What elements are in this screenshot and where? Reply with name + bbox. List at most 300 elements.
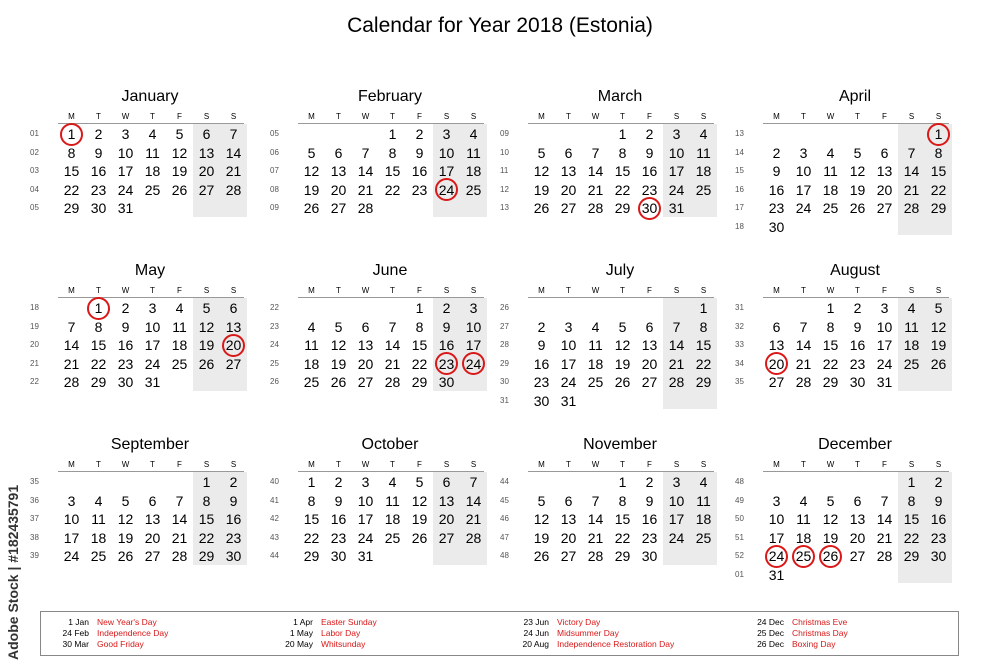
day-cell: 18 bbox=[303, 355, 320, 372]
day-cell: 24 bbox=[795, 200, 812, 216]
day-cell: 17 bbox=[63, 529, 80, 546]
day-cell: 11 bbox=[796, 511, 811, 527]
day-cell: 4 bbox=[699, 126, 708, 142]
holiday-circle bbox=[435, 178, 458, 201]
weekday-label: S bbox=[935, 286, 942, 295]
day-cell: 19 bbox=[849, 181, 866, 198]
day-cell: 14 bbox=[876, 511, 893, 527]
weekday-label: T bbox=[801, 286, 806, 295]
holiday-circle bbox=[765, 545, 788, 568]
weekday-label: T bbox=[390, 460, 395, 469]
week-number: 01 bbox=[30, 129, 39, 138]
weekday-label: W bbox=[121, 112, 130, 121]
day-cell: 14 bbox=[465, 492, 482, 509]
week-number: 31 bbox=[735, 303, 744, 312]
weekday-label: M bbox=[773, 112, 780, 121]
holiday-circle bbox=[765, 352, 788, 375]
day-cell: 24 bbox=[144, 355, 161, 372]
holiday-date: 30 Mar bbox=[62, 639, 89, 649]
day-cell: 22 bbox=[198, 529, 215, 546]
week-number: 07 bbox=[270, 166, 279, 175]
holiday-row bbox=[511, 628, 674, 639]
holiday-day: 20 bbox=[769, 355, 785, 373]
day-cell: 30 bbox=[330, 548, 347, 564]
month-march bbox=[500, 88, 710, 248]
holiday-name: Independence Restoration Day bbox=[557, 639, 675, 649]
weekday-label: F bbox=[417, 460, 422, 469]
day-cell: 16 bbox=[90, 163, 107, 179]
day-cell bbox=[460, 355, 487, 373]
holiday-name: Independence Day bbox=[97, 628, 169, 638]
weekday-label: S bbox=[700, 460, 707, 469]
weekday-label: S bbox=[230, 112, 237, 121]
day-cell: 6 bbox=[361, 318, 370, 335]
day-cell: 3 bbox=[442, 126, 451, 142]
holiday-name: Labor Day bbox=[321, 628, 361, 638]
day-cell: 15 bbox=[90, 337, 107, 353]
week-number: 33 bbox=[735, 340, 744, 349]
weekday-label: W bbox=[826, 286, 835, 295]
day-cell: 26 bbox=[303, 200, 320, 216]
holiday-date: 23 Jun bbox=[523, 617, 549, 627]
week-number: 28 bbox=[500, 340, 509, 349]
week-number: 48 bbox=[735, 477, 744, 486]
day-cell: 4 bbox=[591, 318, 600, 335]
month-august bbox=[735, 262, 945, 422]
day-cell: 7 bbox=[672, 318, 681, 335]
day-cell: 2 bbox=[537, 318, 546, 335]
day-cell bbox=[85, 299, 112, 317]
day-cell: 6 bbox=[148, 492, 157, 509]
day-cell: 3 bbox=[799, 144, 808, 161]
week-number: 46 bbox=[500, 514, 509, 523]
weekday-label: T bbox=[336, 460, 341, 469]
day-cell: 20 bbox=[560, 181, 577, 198]
day-cell: 1 bbox=[699, 300, 708, 316]
day-cell: 12 bbox=[411, 492, 428, 509]
day-cell: 10 bbox=[768, 511, 785, 527]
day-cell: 3 bbox=[121, 126, 130, 142]
day-cell: 29 bbox=[198, 548, 215, 564]
weekday-label: F bbox=[647, 112, 652, 121]
weekday-label: T bbox=[855, 112, 860, 121]
weekday-label: W bbox=[361, 460, 370, 469]
week-number: 35 bbox=[735, 377, 744, 386]
week-number: 20 bbox=[30, 340, 39, 349]
holiday-day: 20 bbox=[226, 336, 242, 354]
weekday-label: S bbox=[203, 286, 210, 295]
day-cell: 11 bbox=[145, 144, 160, 161]
week-number: 22 bbox=[30, 377, 39, 386]
weekday-label: W bbox=[591, 286, 600, 295]
day-cell: 12 bbox=[533, 511, 550, 527]
day-cell: 4 bbox=[307, 318, 316, 335]
day-cell: 27 bbox=[438, 529, 455, 546]
day-cell: 17 bbox=[144, 337, 161, 353]
day-cell: 16 bbox=[411, 163, 428, 179]
day-cell: 29 bbox=[695, 374, 712, 390]
day-cell: 23 bbox=[768, 200, 785, 216]
day-cell: 5 bbox=[307, 144, 316, 161]
day-cell: 2 bbox=[853, 300, 862, 316]
day-cell: 24 bbox=[560, 374, 577, 390]
weekday-label: T bbox=[566, 286, 571, 295]
day-cell: 18 bbox=[822, 181, 839, 198]
day-cell: 3 bbox=[361, 474, 370, 490]
day-cell: 2 bbox=[229, 474, 238, 490]
day-cell: 4 bbox=[388, 474, 397, 490]
day-cell: 13 bbox=[560, 511, 577, 527]
day-cell: 30 bbox=[438, 374, 455, 390]
week-number: 32 bbox=[735, 321, 744, 331]
day-cell: 23 bbox=[117, 355, 134, 372]
weekday-label: T bbox=[566, 112, 571, 121]
month-name: March bbox=[597, 88, 643, 105]
holiday-day: 24 bbox=[466, 355, 482, 373]
weekday-label: T bbox=[801, 112, 806, 121]
day-cell: 22 bbox=[903, 529, 920, 546]
weekday-label: S bbox=[700, 112, 707, 121]
day-cell: 13 bbox=[438, 492, 455, 509]
day-cell: 21 bbox=[668, 355, 685, 372]
weekday-label: S bbox=[230, 460, 237, 469]
week-number: 52 bbox=[735, 551, 744, 560]
day-cell: 29 bbox=[90, 374, 107, 390]
day-cell: 1 bbox=[907, 474, 916, 490]
day-cell: 27 bbox=[641, 374, 658, 390]
day-cell: 2 bbox=[645, 474, 654, 490]
day-cell: 2 bbox=[334, 474, 343, 490]
day-cell: 27 bbox=[198, 181, 215, 198]
holiday-circle bbox=[87, 297, 110, 320]
day-cell: 2 bbox=[645, 126, 654, 142]
week-number: 48 bbox=[500, 551, 509, 560]
day-cell: 17 bbox=[560, 355, 577, 372]
week-number: 36 bbox=[30, 495, 39, 505]
holiday-column bbox=[51, 617, 168, 650]
holiday-day: 1 bbox=[68, 125, 76, 143]
day-cell bbox=[763, 355, 790, 373]
day-cell: 23 bbox=[90, 181, 107, 198]
day-cell: 12 bbox=[117, 511, 134, 527]
day-cell: 15 bbox=[695, 337, 712, 353]
weekday-label: T bbox=[620, 460, 625, 469]
weekday-label: W bbox=[591, 112, 600, 121]
day-cell: 5 bbox=[415, 474, 424, 490]
weekday-label: S bbox=[470, 112, 477, 121]
day-cell: 9 bbox=[645, 492, 654, 509]
weekday-label: T bbox=[336, 112, 341, 121]
day-cell: 27 bbox=[849, 548, 866, 564]
weekday-label: T bbox=[620, 286, 625, 295]
day-cell: 1 bbox=[388, 126, 397, 142]
day-cell: 19 bbox=[117, 529, 134, 546]
day-cell: 16 bbox=[641, 511, 658, 527]
day-cell: 26 bbox=[171, 181, 188, 198]
weekday-label: F bbox=[177, 460, 182, 469]
day-cell: 8 bbox=[307, 492, 316, 509]
day-cell: 12 bbox=[822, 511, 839, 527]
holiday-circle bbox=[638, 197, 661, 220]
month-december bbox=[735, 436, 945, 596]
day-cell: 16 bbox=[533, 355, 550, 372]
day-cell: 10 bbox=[560, 337, 577, 353]
day-cell: 4 bbox=[826, 144, 835, 161]
day-cell: 16 bbox=[225, 511, 242, 527]
day-cell: 12 bbox=[330, 337, 347, 353]
weekday-label: F bbox=[647, 286, 652, 295]
month-name: November bbox=[583, 436, 657, 453]
day-cell: 14 bbox=[903, 163, 920, 179]
holiday-row bbox=[51, 639, 168, 650]
weekday-label: F bbox=[177, 286, 182, 295]
weekday-label: S bbox=[908, 112, 915, 121]
day-cell: 1 bbox=[826, 300, 835, 316]
day-cell: 8 bbox=[67, 144, 76, 161]
week-number: 31 bbox=[500, 395, 509, 405]
month-september bbox=[30, 436, 240, 596]
day-cell: 7 bbox=[799, 318, 808, 335]
week-number: 45 bbox=[500, 495, 509, 505]
day-cell: 3 bbox=[880, 300, 889, 316]
day-cell: 27 bbox=[560, 548, 577, 564]
day-cell: 16 bbox=[117, 337, 134, 353]
day-cell bbox=[763, 547, 790, 565]
day-cell: 14 bbox=[384, 337, 401, 353]
holiday-day: 25 bbox=[796, 547, 812, 565]
day-cell: 12 bbox=[198, 318, 215, 335]
holiday-date: 20 May bbox=[285, 639, 313, 649]
week-number: 26 bbox=[270, 377, 279, 386]
day-cell: 10 bbox=[438, 144, 455, 161]
day-cell: 4 bbox=[469, 126, 478, 142]
day-cell: 6 bbox=[334, 144, 343, 161]
day-cell: 5 bbox=[934, 300, 943, 316]
day-cell: 16 bbox=[768, 181, 785, 198]
holiday-column bbox=[511, 617, 674, 650]
day-cell: 1 bbox=[307, 474, 316, 490]
day-cell: 3 bbox=[772, 492, 781, 509]
holiday-date: 20 Aug bbox=[522, 639, 549, 649]
day-cell: 2 bbox=[94, 126, 103, 142]
day-cell: 22 bbox=[822, 355, 839, 372]
day-cell: 27 bbox=[768, 374, 785, 390]
week-number: 35 bbox=[30, 477, 39, 486]
day-cell: 12 bbox=[930, 318, 947, 335]
day-cell: 14 bbox=[587, 163, 604, 179]
weekday-label: S bbox=[908, 460, 915, 469]
holiday-column bbox=[746, 617, 848, 650]
week-number: 38 bbox=[30, 532, 39, 542]
day-cell: 19 bbox=[533, 181, 550, 198]
day-cell: 10 bbox=[465, 318, 482, 335]
holiday-date: 24 Dec bbox=[757, 617, 784, 627]
day-cell: 10 bbox=[117, 144, 134, 161]
day-cell: 19 bbox=[930, 337, 947, 353]
month-name: February bbox=[357, 88, 423, 105]
day-cell: 22 bbox=[614, 529, 631, 546]
week-number: 03 bbox=[30, 166, 39, 175]
holiday-row bbox=[511, 617, 674, 628]
day-cell: 6 bbox=[645, 318, 654, 335]
day-cell: 23 bbox=[641, 181, 658, 198]
day-cell bbox=[433, 355, 460, 373]
day-cell: 16 bbox=[438, 337, 455, 353]
weekday-label: M bbox=[538, 286, 545, 295]
day-cell: 5 bbox=[537, 492, 546, 509]
day-cell: 15 bbox=[384, 163, 401, 179]
holiday-row bbox=[746, 628, 848, 639]
day-cell: 6 bbox=[229, 300, 238, 316]
day-cell: 23 bbox=[411, 181, 428, 198]
day-cell: 21 bbox=[384, 355, 401, 372]
weekday-label: T bbox=[150, 286, 155, 295]
month-june bbox=[270, 262, 480, 422]
day-cell: 1 bbox=[415, 300, 424, 316]
weekday-label: S bbox=[700, 286, 707, 295]
week-number: 15 bbox=[735, 166, 744, 175]
day-cell: 21 bbox=[587, 181, 604, 198]
day-cell: 11 bbox=[304, 337, 319, 353]
holiday-legend bbox=[40, 611, 959, 656]
watermark-text: Adobe Stock | #182435791 bbox=[5, 484, 21, 660]
day-cell: 25 bbox=[90, 548, 107, 564]
holiday-date: 1 Jan bbox=[68, 617, 89, 627]
holiday-name: Easter Sunday bbox=[321, 617, 377, 627]
weekday-label: S bbox=[230, 286, 237, 295]
stock-watermark bbox=[3, 440, 23, 660]
day-cell: 28 bbox=[587, 548, 604, 564]
day-cell: 29 bbox=[903, 548, 920, 564]
day-cell: 17 bbox=[117, 163, 134, 179]
day-cell: 27 bbox=[330, 200, 347, 216]
week-number: 42 bbox=[270, 514, 279, 523]
day-cell: 8 bbox=[415, 318, 424, 335]
holiday-name: Victory Day bbox=[557, 617, 601, 627]
weekday-label: S bbox=[673, 286, 680, 295]
weekday-label: T bbox=[150, 460, 155, 469]
day-cell: 19 bbox=[330, 355, 347, 372]
holiday-name: Whitsunday bbox=[321, 639, 366, 649]
day-cell: 11 bbox=[696, 492, 711, 509]
day-cell: 12 bbox=[614, 337, 631, 353]
day-cell: 11 bbox=[91, 511, 106, 527]
day-cell: 14 bbox=[795, 337, 812, 353]
day-cell: 11 bbox=[466, 144, 481, 161]
day-cell: 5 bbox=[121, 492, 130, 509]
day-cell: 16 bbox=[930, 511, 947, 527]
month-name: October bbox=[361, 436, 419, 453]
day-cell: 25 bbox=[465, 181, 482, 198]
day-cell: 31 bbox=[560, 392, 577, 409]
day-cell: 30 bbox=[768, 218, 785, 235]
day-cell: 8 bbox=[618, 144, 627, 161]
day-cell: 25 bbox=[171, 355, 188, 372]
weekday-label: T bbox=[150, 112, 155, 121]
week-number: 23 bbox=[270, 321, 279, 331]
holiday-circle bbox=[792, 545, 815, 568]
weekday-label: M bbox=[308, 112, 315, 121]
weekday-label: S bbox=[908, 286, 915, 295]
day-cell: 10 bbox=[668, 492, 685, 509]
month-november bbox=[500, 436, 710, 596]
day-cell: 9 bbox=[442, 318, 451, 335]
day-cell: 17 bbox=[668, 511, 685, 527]
day-cell: 18 bbox=[144, 163, 161, 179]
day-cell: 13 bbox=[876, 163, 893, 179]
day-cell: 13 bbox=[768, 337, 785, 353]
week-number: 08 bbox=[270, 184, 279, 194]
day-cell: 1 bbox=[618, 126, 627, 142]
month-october bbox=[270, 436, 480, 596]
day-cell: 8 bbox=[699, 318, 708, 335]
day-cell: 5 bbox=[202, 300, 211, 316]
day-cell: 24 bbox=[63, 548, 80, 564]
day-cell: 2 bbox=[934, 474, 943, 490]
weekday-label: T bbox=[855, 286, 860, 295]
day-cell: 7 bbox=[229, 126, 238, 142]
day-cell: 28 bbox=[465, 529, 482, 546]
holiday-day: 1 bbox=[935, 125, 943, 143]
day-cell: 13 bbox=[560, 163, 577, 179]
day-cell: 22 bbox=[411, 355, 428, 372]
day-cell: 26 bbox=[533, 200, 550, 216]
day-cell: 14 bbox=[225, 144, 242, 161]
weekday-label: M bbox=[773, 460, 780, 469]
day-cell: 14 bbox=[668, 337, 685, 353]
day-cell: 24 bbox=[668, 529, 685, 546]
day-cell: 18 bbox=[587, 355, 604, 372]
day-cell: 5 bbox=[334, 318, 343, 335]
day-cell: 18 bbox=[695, 511, 712, 527]
day-cell: 7 bbox=[175, 492, 184, 509]
week-number: 13 bbox=[735, 129, 744, 138]
holiday-circle bbox=[927, 123, 950, 146]
weekday-label: W bbox=[826, 460, 835, 469]
day-cell: 21 bbox=[225, 163, 242, 179]
month-may bbox=[30, 262, 240, 422]
day-cell: 15 bbox=[411, 337, 428, 353]
holiday-row bbox=[746, 617, 848, 628]
week-number: 11 bbox=[500, 166, 509, 175]
day-cell: 8 bbox=[907, 492, 916, 509]
day-cell: 22 bbox=[303, 529, 320, 546]
weekday-label: S bbox=[203, 112, 210, 121]
day-cell: 29 bbox=[303, 548, 320, 564]
day-cell: 7 bbox=[361, 144, 370, 161]
weekday-label: T bbox=[566, 460, 571, 469]
holiday-row bbox=[511, 639, 674, 650]
week-number: 09 bbox=[500, 129, 509, 138]
holiday-day: 23 bbox=[439, 355, 455, 373]
day-cell: 21 bbox=[465, 511, 482, 527]
holiday-date: 25 Dec bbox=[757, 628, 784, 638]
day-cell: 10 bbox=[144, 318, 161, 335]
month-name: June bbox=[372, 262, 408, 279]
week-number: 27 bbox=[500, 321, 509, 331]
holiday-row bbox=[51, 628, 168, 639]
day-cell: 14 bbox=[63, 337, 80, 353]
day-cell: 18 bbox=[903, 337, 920, 353]
weekday-label: T bbox=[390, 286, 395, 295]
weekday-label: F bbox=[882, 286, 887, 295]
day-cell: 23 bbox=[849, 355, 866, 372]
day-cell: 28 bbox=[903, 200, 920, 216]
day-cell: 4 bbox=[907, 300, 916, 316]
weekday-label: S bbox=[443, 460, 450, 469]
day-cell: 28 bbox=[795, 374, 812, 390]
day-cell bbox=[636, 199, 663, 217]
